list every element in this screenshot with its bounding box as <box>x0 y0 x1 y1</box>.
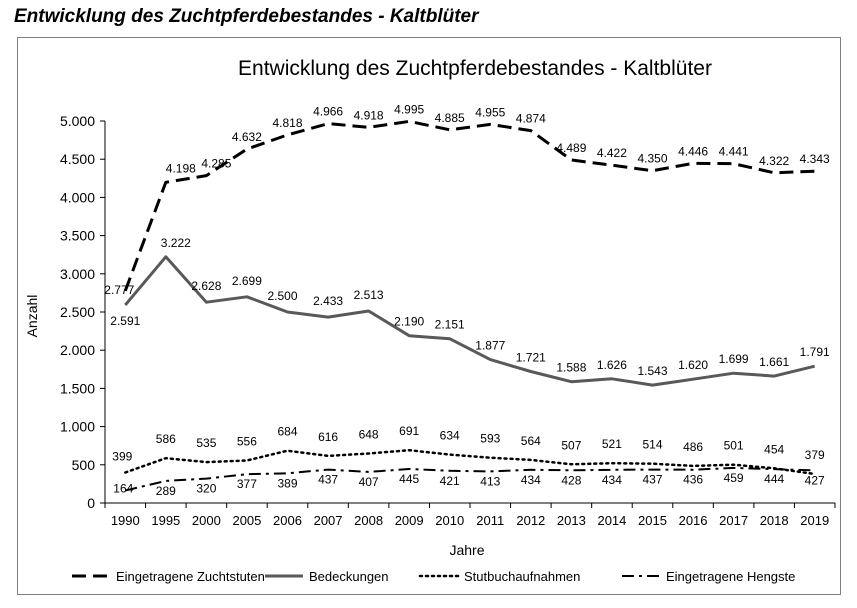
data-label-stutbuchaufnahmen: 556 <box>236 434 257 449</box>
x-tick-label: 2000 <box>191 513 221 528</box>
x-tick-label: 2017 <box>719 513 749 528</box>
y-tick-label: 1.500 <box>59 380 95 397</box>
data-label-stutbuchaufnahmen: 379 <box>804 448 825 462</box>
data-label-bedeckungen: 1.588 <box>556 360 587 375</box>
y-tick-label: 2.000 <box>59 342 95 359</box>
data-label-bedeckungen: 2.190 <box>394 314 425 329</box>
data-label-zuchtstuten: 4.955 <box>475 105 506 120</box>
data-label-hengste: 436 <box>683 472 704 487</box>
data-label-stutbuchaufnahmen: 514 <box>642 437 663 452</box>
data-label-zuchtstuten: 4.322 <box>759 153 790 168</box>
y-axis-label: Anzahl <box>24 294 40 338</box>
x-tick-label: 2012 <box>516 513 546 528</box>
data-label-stutbuchaufnahmen: 634 <box>439 428 460 443</box>
series-line-stutbuchaufnahmen <box>125 450 814 474</box>
data-label-zuchtstuten: 4.343 <box>799 152 830 167</box>
y-tick-label: 5.000 <box>59 113 95 129</box>
data-label-zuchtstuten: 4.918 <box>353 108 384 123</box>
data-label-stutbuchaufnahmen: 454 <box>764 442 785 457</box>
x-tick-label: 2015 <box>638 513 667 528</box>
x-tick-label: 1990 <box>110 513 140 528</box>
data-label-zuchtstuten: 4.441 <box>718 144 749 159</box>
legend-label-hengste: Eingetragene Hengste <box>666 569 796 584</box>
data-label-bedeckungen: 2.151 <box>434 317 465 332</box>
x-tick-label: 1995 <box>151 513 181 528</box>
y-tick-label: 0 <box>87 495 95 511</box>
chart-title: Entwicklung des Zuchtpferdebestandes - Kaltblüter <box>238 57 712 80</box>
data-label-bedeckungen: 2.433 <box>313 294 344 309</box>
data-label-bedeckungen: 1.661 <box>759 355 790 370</box>
data-label-stutbuchaufnahmen: 616 <box>318 429 339 444</box>
data-label-zuchtstuten: 4.446 <box>678 144 709 159</box>
legend <box>72 569 795 584</box>
data-label-stutbuchaufnahmen: 684 <box>277 424 298 439</box>
data-label-bedeckungen: 2.500 <box>267 289 298 303</box>
data-label-zuchtstuten: 4.818 <box>272 115 303 130</box>
data-label-bedeckungen: 2.591 <box>110 314 141 328</box>
data-label-stutbuchaufnahmen: 564 <box>520 433 541 448</box>
data-label-bedeckungen: 1.791 <box>799 345 830 360</box>
data-label-hengste: 427 <box>804 473 825 488</box>
data-label-hengste: 434 <box>601 472 622 487</box>
data-label-bedeckungen: 1.620 <box>678 358 709 373</box>
x-tick-label: 2007 <box>313 513 343 528</box>
y-tick-label: 1.000 <box>59 418 95 435</box>
data-label-hengste: 434 <box>520 472 541 487</box>
data-label-bedeckungen: 3.222 <box>160 235 191 250</box>
data-label-stutbuchaufnahmen: 691 <box>399 424 420 439</box>
x-tick-label: 2010 <box>435 513 465 528</box>
data-label-bedeckungen: 2.513 <box>353 288 384 302</box>
data-label-zuchtstuten: 4.885 <box>434 110 465 125</box>
data-label-bedeckungen: 2.699 <box>231 273 262 288</box>
data-label-stutbuchaufnahmen: 586 <box>155 432 176 447</box>
series-line-hengste <box>125 468 814 491</box>
legend-label-stutbuchaufnahmen: Stutbuchaufnahmen <box>464 569 581 584</box>
data-label-bedeckungen: 2.628 <box>191 279 222 294</box>
data-label-stutbuchaufnahmen: 521 <box>601 437 622 452</box>
series-line-zuchtstuten <box>125 121 814 290</box>
data-label-zuchtstuten: 2.777 <box>104 282 135 297</box>
data-label-stutbuchaufnahmen: 593 <box>480 431 501 446</box>
data-label-hengste: 445 <box>399 472 420 486</box>
data-label-bedeckungen: 1.543 <box>637 364 668 379</box>
y-tick-label: 2.500 <box>59 304 95 320</box>
data-label-bedeckungen: 1.721 <box>515 350 546 365</box>
data-label-hengste: 389 <box>277 476 298 491</box>
series-line-bedeckungen <box>125 257 814 385</box>
data-label-hengste: 320 <box>196 481 217 496</box>
data-label-zuchtstuten: 4.422 <box>596 146 627 161</box>
x-tick-label: 2011 <box>476 513 505 528</box>
data-label-stutbuchaufnahmen: 399 <box>112 449 133 464</box>
data-label-zuchtstuten: 4.966 <box>313 104 344 119</box>
x-tick-label: 2009 <box>394 513 424 528</box>
data-label-stutbuchaufnahmen: 535 <box>196 436 217 451</box>
y-tick-label: 500 <box>71 456 95 473</box>
x-tick-label: 2005 <box>232 513 262 528</box>
y-tick-label: 3.000 <box>59 265 95 282</box>
data-label-hengste: 377 <box>236 477 257 492</box>
legend-label-zuchtstuten: Eingetragene Zuchtstuten <box>116 569 265 584</box>
x-tick-label: 2016 <box>678 513 708 528</box>
x-tick-label: 2008 <box>354 513 384 528</box>
data-label-zuchtstuten: 4.489 <box>556 141 587 155</box>
data-label-zuchtstuten: 4.874 <box>515 111 546 126</box>
data-label-bedeckungen: 1.877 <box>475 338 506 353</box>
data-label-zuchtstuten: 4.632 <box>231 130 262 145</box>
y-tick-label: 3.500 <box>59 227 95 244</box>
data-label-hengste: 428 <box>561 473 582 488</box>
data-label-hengste: 407 <box>358 474 379 489</box>
data-label-hengste: 164 <box>113 481 134 496</box>
series-lines <box>125 121 814 490</box>
data-label-bedeckungen: 1.699 <box>718 352 749 367</box>
data-label-hengste: 413 <box>480 474 501 489</box>
data-label-stutbuchaufnahmen: 648 <box>358 427 379 442</box>
data-label-hengste: 421 <box>439 473 460 488</box>
data-label-hengste: 459 <box>723 470 744 485</box>
data-label-hengste: 437 <box>318 472 339 487</box>
data-label-zuchtstuten: 4.198 <box>165 161 196 176</box>
x-axis-label: Jahre <box>449 542 485 558</box>
y-tick-label: 4.000 <box>59 189 95 206</box>
data-label-zuchtstuten: 4.285 <box>201 156 232 171</box>
data-label-stutbuchaufnahmen: 486 <box>683 439 704 454</box>
data-label-zuchtstuten: 4.995 <box>394 102 425 117</box>
data-label-hengste: 289 <box>155 483 176 498</box>
data-label-hengste: 437 <box>642 472 663 487</box>
x-tick-label: 2013 <box>556 513 586 528</box>
x-tick-label: 2018 <box>759 513 789 528</box>
data-label-zuchtstuten: 4.350 <box>637 151 668 166</box>
x-tick-label: 2019 <box>800 513 830 528</box>
data-label-stutbuchaufnahmen: 507 <box>561 438 582 453</box>
page-heading: Entwicklung des Zuchtpferdebestandes - Kaltblüter <box>14 6 479 27</box>
x-tick-label: 2006 <box>273 513 302 528</box>
data-label-bedeckungen: 1.626 <box>596 357 627 372</box>
data-label-hengste: 444 <box>764 472 785 487</box>
data-label-stutbuchaufnahmen: 501 <box>723 438 744 453</box>
y-tick-label: 4.500 <box>59 151 95 168</box>
legend-label-bedeckungen: Bedeckungen <box>309 569 389 584</box>
x-tick-label: 2014 <box>597 513 627 528</box>
